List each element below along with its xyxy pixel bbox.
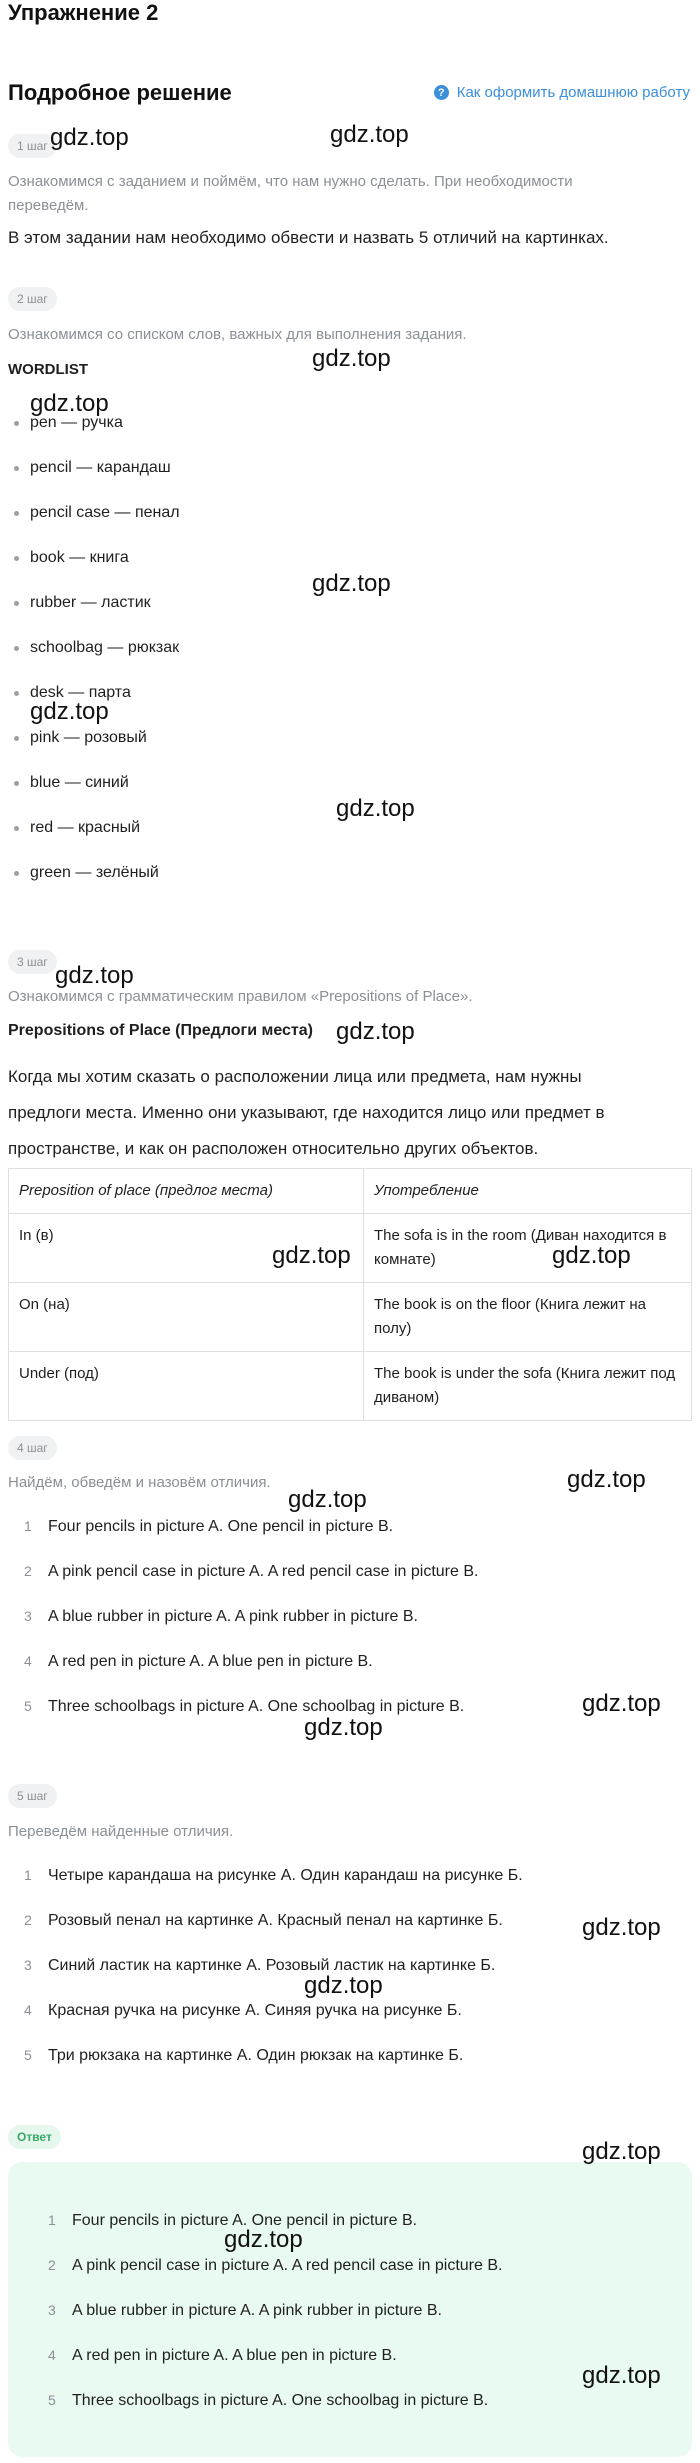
step3-para-line3: пространстве, и как он расположен относительно других объектов.	[8, 1139, 539, 1158]
watermark: gdz.top	[582, 2362, 661, 2389]
step5-intro: Переведём найденные отличия.	[8, 1823, 234, 1840]
step3-intro: Ознакомимся с грамматическим правилом «Prepositions of Place».	[8, 988, 473, 1005]
bullet-icon	[14, 601, 19, 606]
bullet-icon	[14, 781, 19, 786]
bullet-icon	[14, 691, 19, 696]
watermark: gdz.top	[304, 1972, 383, 1999]
bullet-icon	[14, 466, 19, 471]
bullet-icon	[14, 421, 19, 426]
table-header-cell: Preposition of place (предлог места)	[9, 1169, 364, 1214]
list-item: 2 Розовый пенал на картинке А. Красный пенал на картинке Б.	[24, 1912, 503, 1929]
help-link-label: Как оформить домашнюю работу	[456, 84, 690, 101]
list-item: 2 A pink pencil case in picture A. A red pencil case in picture B.	[24, 1563, 479, 1580]
watermark: gdz.top	[336, 795, 415, 822]
watermark: gdz.top	[312, 570, 391, 597]
list-item: 3 Синий ластик на картинке А. Розовый ластик на картинке Б.	[24, 1957, 496, 1974]
watermark: gdz.top	[552, 1242, 631, 1269]
step3-heading: Prepositions of Place (Предлоги места)	[8, 1022, 313, 1039]
step-badge-3: 3 шаг	[8, 950, 57, 974]
table-cell: In (в)	[9, 1214, 364, 1283]
watermark: gdz.top	[272, 1242, 351, 1269]
watermark: gdz.top	[567, 1466, 646, 1493]
wordlist-item: pen — ручка	[30, 414, 123, 432]
answer-item: 2 A pink pencil case in picture A. A red pencil case in picture B.	[48, 2257, 503, 2274]
watermark: gdz.top	[50, 124, 129, 151]
list-item: 4 Красная ручка на рисунке А. Синяя ручка на рисунке Б.	[24, 2002, 462, 2019]
answer-item: 1 Four pencils in picture A. One pencil in picture B.	[48, 2212, 418, 2229]
list-item: 3 A blue rubber in picture A. A pink rubber in picture B.	[24, 1608, 418, 1625]
step1-intro-line2: переведём.	[8, 197, 89, 214]
watermark: gdz.top	[312, 345, 391, 372]
page-title: Упражнение 2	[8, 0, 159, 25]
answer-badge: Ответ	[8, 2125, 61, 2149]
bullet-icon	[14, 736, 19, 741]
step4-intro: Найдём, обведём и назовём отличия.	[8, 1474, 271, 1491]
watermark: gdz.top	[582, 1914, 661, 1941]
answer-item: 3 A blue rubber in picture A. A pink rubber in picture B.	[48, 2302, 442, 2319]
bullet-icon	[14, 646, 19, 651]
wordlist-item: pencil case — пенал	[30, 504, 180, 522]
step-badge-4: 4 шаг	[8, 1436, 57, 1460]
list-item: 1 Four pencils in picture A. One pencil in picture B.	[24, 1518, 394, 1535]
wordlist-item: rubber — ластик	[30, 594, 151, 612]
watermark: gdz.top	[30, 698, 109, 725]
list-item: 1 Четыре карандаша на рисунке А. Один карандаш на рисунке Б.	[24, 1867, 523, 1884]
watermark: gdz.top	[582, 2138, 661, 2165]
bullet-icon	[14, 511, 19, 516]
wordlist-item: red — красный	[30, 819, 140, 837]
answer-item: 5 Three schoolbags in picture A. One schoolbag in picture B.	[48, 2392, 489, 2409]
help-link[interactable]	[434, 84, 690, 101]
step1-intro-line1: Ознакомимся с заданием и поймём, что нам нужно сделать. При необходимости	[8, 173, 573, 190]
answer-item: 4 A red pen in picture A. A blue pen in picture B.	[48, 2347, 397, 2364]
watermark: gdz.top	[55, 962, 134, 989]
watermark: gdz.top	[582, 1690, 661, 1717]
step-badge-5: 5 шаг	[8, 1784, 57, 1808]
watermark: gdz.top	[288, 1486, 367, 1513]
watermark: gdz.top	[336, 1018, 415, 1045]
watermark: gdz.top	[30, 390, 109, 417]
list-item: 5 Three schoolbags in picture A. One schoolbag in picture B.	[24, 1698, 465, 1715]
table-cell: Under (под)	[9, 1352, 364, 1421]
step3-para-line2: предлоги места. Именно они указывают, где находится лицо или предмет в	[8, 1103, 605, 1122]
wordlist-item: schoolbag — рюкзак	[30, 639, 179, 657]
prepositions-table	[8, 1168, 692, 1421]
list-item: 4 A red pen in picture A. A blue pen in picture B.	[24, 1653, 373, 1670]
watermark: gdz.top	[304, 1714, 383, 1741]
table-cell: The book is under the sofa (Книга лежит под диваном)	[364, 1352, 692, 1421]
list-item: 5 Три рюкзака на картинке А. Один рюкзак на картинке Б.	[24, 2047, 464, 2064]
wordlist-item: pencil — карандаш	[30, 459, 171, 477]
wordlist-heading: WORDLIST	[8, 361, 88, 378]
wordlist-item: pink — розовый	[30, 729, 147, 747]
bullet-icon	[14, 826, 19, 831]
table-cell: The book is on the floor (Книга лежит на полу)	[364, 1283, 692, 1352]
table-header-cell: Употребление	[364, 1169, 692, 1214]
solution-title: Подробное решение	[8, 80, 232, 105]
question-icon: ?	[434, 85, 449, 100]
table-cell: On (на)	[9, 1283, 364, 1352]
table-row	[9, 1283, 692, 1352]
wordlist-item: blue — синий	[30, 774, 129, 792]
wordlist-item: book — книга	[30, 549, 129, 567]
bullet-icon	[14, 871, 19, 876]
watermark: gdz.top	[330, 121, 409, 148]
step1-text: В этом задании нам необходимо обвести и назвать 5 отличий на картинках.	[8, 228, 609, 247]
step-badge-1: 1 шаг	[8, 134, 57, 158]
table-row	[9, 1352, 692, 1421]
wordlist-item: desk — парта	[30, 684, 131, 702]
wordlist-item: green — зелёный	[30, 864, 159, 882]
step3-para-line1: Когда мы хотим сказать о расположении лица или предмета, нам нужны	[8, 1067, 582, 1086]
step2-intro: Ознакомимся со списком слов, важных для выполнения задания.	[8, 326, 467, 343]
table-header-row	[9, 1169, 692, 1214]
table-cell: The sofa is in the room (Диван находится в комнате)	[364, 1214, 692, 1283]
bullet-icon	[14, 556, 19, 561]
step-badge-2: 2 шаг	[8, 287, 57, 311]
watermark: gdz.top	[224, 2226, 303, 2253]
